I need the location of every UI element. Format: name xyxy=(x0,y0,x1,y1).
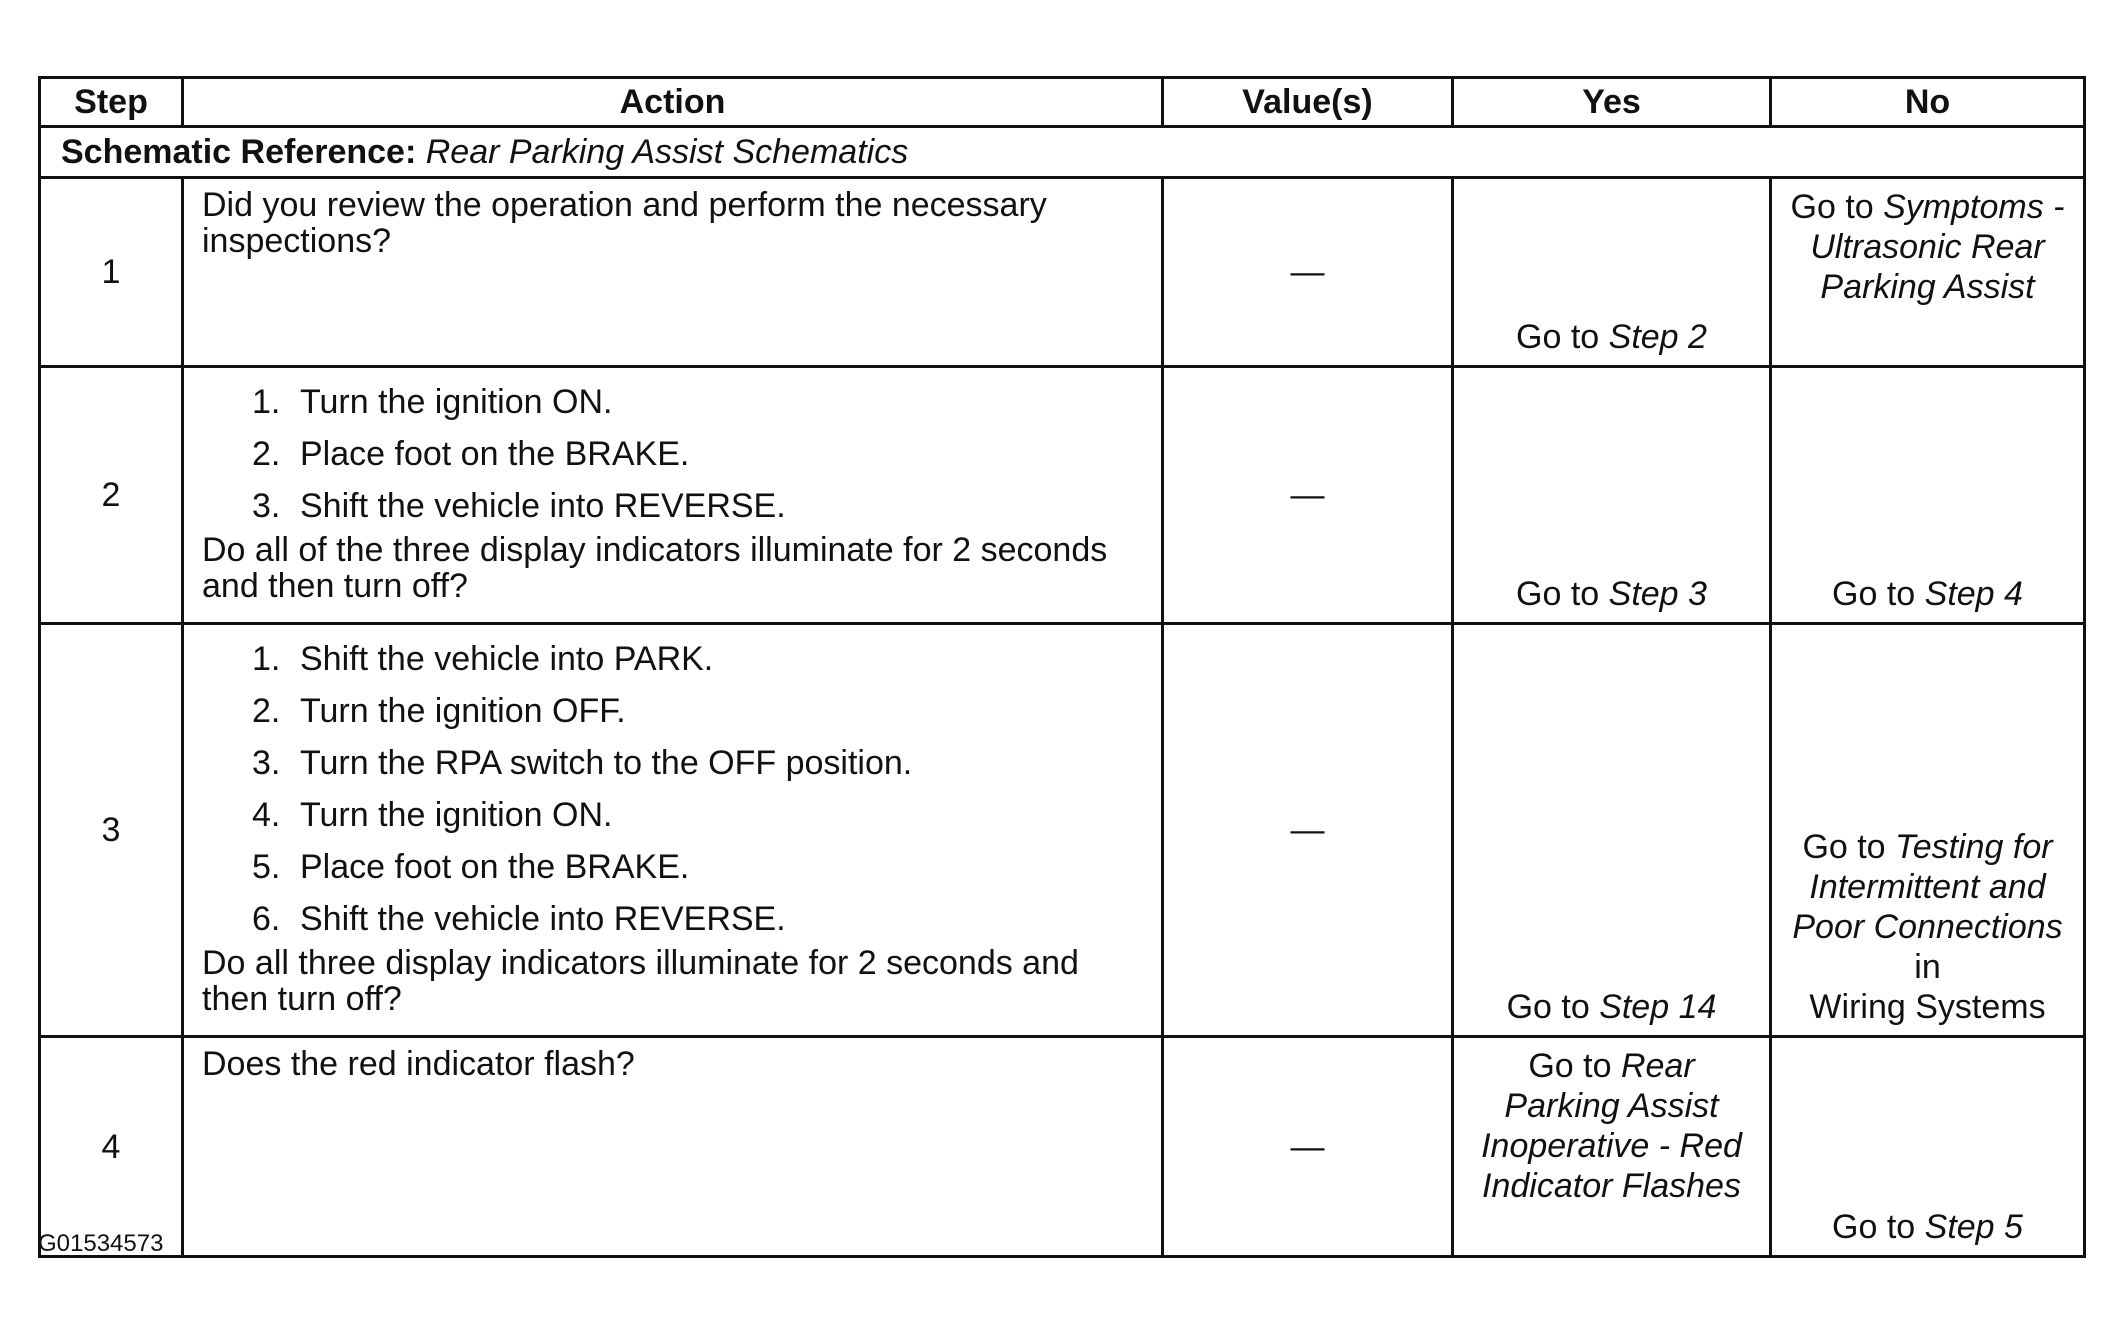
header-row xyxy=(40,78,2085,127)
substep-text: Place foot on the BRAKE. xyxy=(300,848,690,886)
yes-prefix: Go to xyxy=(1528,1047,1621,1085)
yes-cell xyxy=(1453,367,1771,624)
no-link[interactable] xyxy=(1772,827,2083,1027)
no-prefix: Go to xyxy=(1832,575,1925,613)
action-cell xyxy=(183,367,1163,624)
substep-item: 4. Turn the ignition ON. xyxy=(252,789,1143,841)
yes-target: Step 2 xyxy=(1608,318,1707,356)
step-number: 1 xyxy=(40,178,183,367)
yes-cell xyxy=(1453,178,1771,367)
no-prefix: Go to xyxy=(1802,828,1896,866)
header-no: No xyxy=(1771,78,2085,127)
step-number: 3 xyxy=(40,624,183,1037)
no-prefix: Go to xyxy=(1832,1208,1925,1246)
substep-item: 3. Shift the vehicle into REVERSE. xyxy=(252,480,1143,532)
substep-item: 3. Turn the RPA switch to the OFF position. xyxy=(252,737,1143,789)
no-target: Testing for Intermittent and Poor Connections xyxy=(1792,828,2063,946)
substep-text: Shift the vehicle into PARK. xyxy=(300,640,714,678)
value-cell: — xyxy=(1163,178,1453,367)
action-cell xyxy=(183,178,1163,367)
yes-link[interactable] xyxy=(1454,987,1769,1027)
no-connector: in xyxy=(1914,948,1941,986)
substep-text: Turn the ignition ON. xyxy=(300,796,613,834)
substep-item: 2. Place foot on the BRAKE. xyxy=(252,428,1143,480)
no-target: Step 5 xyxy=(1924,1208,2023,1246)
substep-list xyxy=(202,633,1143,945)
substep-item: 5. Place foot on the BRAKE. xyxy=(252,841,1143,893)
yes-cell xyxy=(1453,1037,1771,1257)
yes-prefix: Go to xyxy=(1516,318,1609,356)
action-question: Did you review the operation and perform the necessary inspections? xyxy=(202,186,1047,260)
yes-target: Step 14 xyxy=(1599,988,1717,1026)
substep-text: Place foot on the BRAKE. xyxy=(300,435,690,473)
yes-target: Step 3 xyxy=(1608,575,1707,613)
no-link[interactable] xyxy=(1772,179,2083,307)
no-cell xyxy=(1771,178,2085,367)
yes-link[interactable] xyxy=(1454,317,1769,357)
diagnostic-table xyxy=(38,76,2086,1258)
substep-item: 2. Turn the ignition OFF. xyxy=(252,685,1143,737)
step-number: 4 xyxy=(40,1037,183,1257)
header-action: Action xyxy=(183,78,1163,127)
yes-prefix: Go to xyxy=(1516,575,1609,613)
substep-text: Shift the vehicle into REVERSE. xyxy=(300,487,786,525)
yes-prefix: Go to xyxy=(1506,988,1600,1026)
table-row xyxy=(40,178,2085,367)
value-cell: — xyxy=(1163,1037,1453,1257)
figure-id: G01534573 xyxy=(38,1230,164,1257)
table-row xyxy=(40,624,2085,1037)
table-row xyxy=(40,1037,2085,1257)
no-cell xyxy=(1771,1037,2085,1257)
header-step: Step xyxy=(40,78,183,127)
substep-list xyxy=(202,376,1143,532)
yes-cell xyxy=(1453,624,1771,1037)
header-values: Value(s) xyxy=(1163,78,1453,127)
no-link[interactable] xyxy=(1772,574,2083,614)
action-question: Do all of the three display indicators illuminate for 2 seconds and then turn off? xyxy=(202,531,1108,605)
action-cell xyxy=(183,624,1163,1037)
value-cell: — xyxy=(1163,367,1453,624)
schematic-reference-row xyxy=(40,127,2085,178)
no-cell xyxy=(1771,367,2085,624)
schematic-reference-link[interactable]: Rear Parking Assist Schematics xyxy=(425,133,909,171)
action-cell xyxy=(183,1037,1163,1257)
substep-item: 6. Shift the vehicle into REVERSE. xyxy=(252,893,1143,945)
no-target: Symptoms - Ultrasonic Rear Parking Assist xyxy=(1810,188,2065,306)
value-cell: — xyxy=(1163,624,1453,1037)
yes-link[interactable] xyxy=(1454,574,1769,614)
no-prefix: Go to xyxy=(1790,188,1884,226)
substep-text: Turn the ignition OFF. xyxy=(300,692,626,730)
substep-text: Turn the RPA switch to the OFF position. xyxy=(300,744,913,782)
substep-text: Shift the vehicle into REVERSE. xyxy=(300,900,786,938)
substep-item: 1. Turn the ignition ON. xyxy=(252,376,1143,428)
action-question: Do all three display indicators illuminate for 2 seconds and then turn off? xyxy=(202,944,1079,1018)
yes-target: Rear Parking Assist Inoperative - Red Indicator Flashes xyxy=(1481,1047,1742,1205)
yes-link[interactable] xyxy=(1454,1038,1769,1206)
header-yes: Yes xyxy=(1453,78,1771,127)
schematic-reference xyxy=(40,127,2085,178)
schematic-reference-label: Schematic Reference: xyxy=(61,133,417,171)
step-number: 2 xyxy=(40,367,183,624)
substep-text: Turn the ignition ON. xyxy=(300,383,613,421)
table-row xyxy=(40,367,2085,624)
substep-item: 1. Shift the vehicle into PARK. xyxy=(252,633,1143,685)
no-suffix: Wiring Systems xyxy=(1809,988,2046,1026)
no-link[interactable] xyxy=(1772,1207,2083,1247)
action-question: Does the red indicator flash? xyxy=(202,1045,635,1083)
no-target: Step 4 xyxy=(1924,575,2023,613)
no-cell xyxy=(1771,624,2085,1037)
